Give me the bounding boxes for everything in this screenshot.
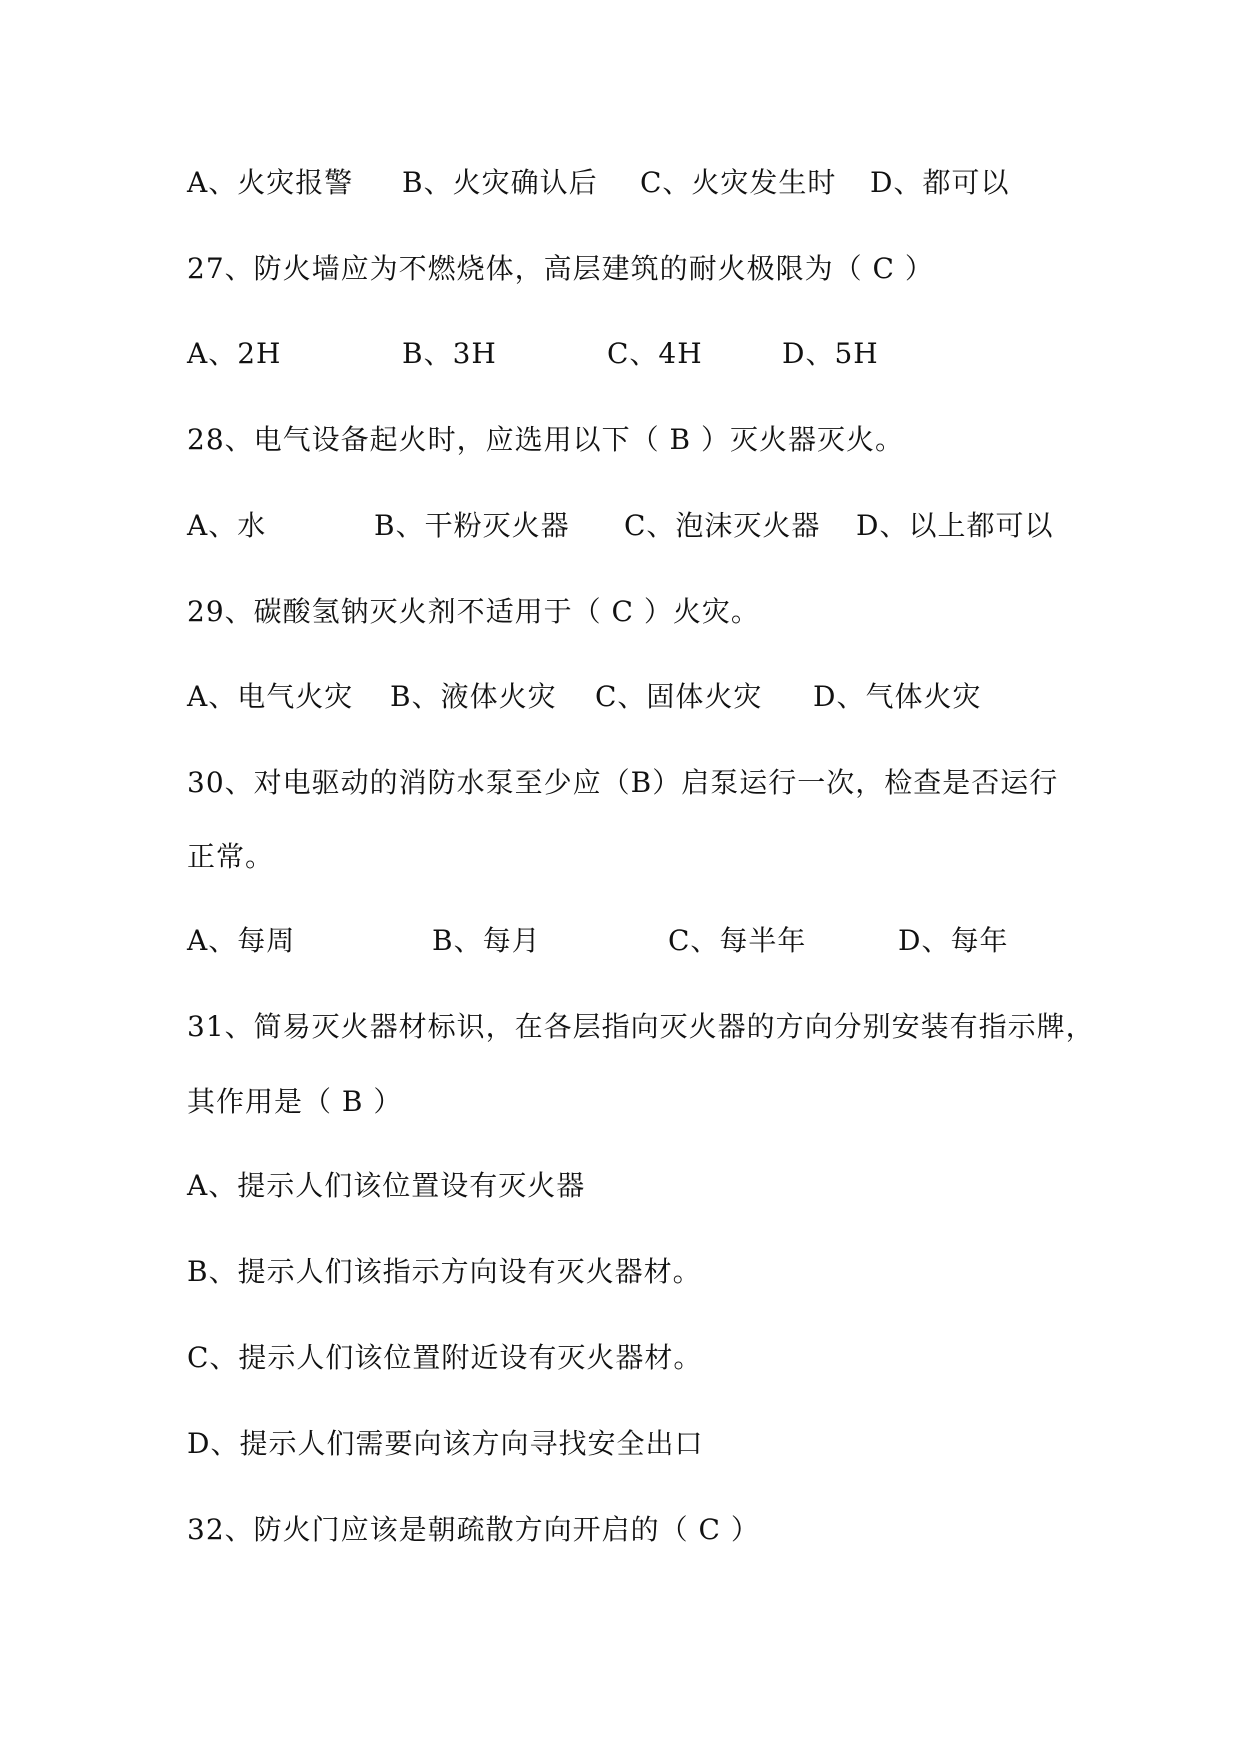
q30-option-b: B、每月	[432, 924, 541, 957]
q31-question-line2: 其作用是（ B ）	[187, 1085, 403, 1118]
q27-option-d: D、5H	[782, 337, 879, 370]
q30-option-d: D、每年	[898, 924, 1009, 957]
q32-question: 32、防火门应该是朝疏散方向开启的（ C ）	[187, 1513, 760, 1546]
q26-option-b: B、火灾确认后	[402, 166, 598, 199]
q29-option-c: C、固体火灾	[595, 680, 763, 713]
q27-question: 27、防火墙应为不燃烧体，高层建筑的耐火极限为（ C ）	[187, 252, 934, 285]
q31-option-c: C、提示人们该位置附近设有灭火器材。	[187, 1341, 703, 1374]
q30-question-line1: 30、对电驱动的消防水泵至少应（B）启泵运行一次，检查是否运行	[187, 766, 1059, 799]
q28-option-c: C、泡沫灭火器	[624, 509, 821, 542]
q26-option-c: C、火灾发生时	[640, 166, 837, 199]
q29-option-a: A、电气火灾	[187, 680, 354, 713]
q29-option-b: B、液体火灾	[390, 680, 557, 713]
q31-question-line1: 31、简易灭火器材标识，在各层指向灭火器的方向分别安装有指示牌，	[187, 1010, 1095, 1043]
q28-option-d: D、以上都可以	[856, 509, 1054, 542]
q30-question-line2: 正常。	[187, 840, 275, 873]
q30-option-a: A、每周	[187, 924, 296, 957]
q27-option-a: A、2H	[187, 337, 282, 370]
q29-option-d: D、气体火灾	[813, 680, 982, 713]
q28-option-a: A、水	[187, 509, 267, 542]
q30-option-c: C、每半年	[668, 924, 807, 957]
q26-option-d: D、都可以	[870, 166, 1010, 199]
q26-option-a: A、火灾报警	[187, 166, 354, 199]
q27-option-c: C、4H	[607, 337, 703, 370]
q31-option-d: D、提示人们需要向该方向寻找安全出口	[187, 1427, 704, 1460]
q29-question: 29、碳酸氢钠灭火剂不适用于（ C ）火灾。	[187, 595, 760, 628]
q28-option-b: B、干粉灭火器	[374, 509, 570, 542]
q28-question: 28、电气设备起火时，应选用以下（ B ）灭火器灭火。	[187, 423, 905, 456]
q31-option-b: B、提示人们该指示方向设有灭火器材。	[187, 1255, 702, 1288]
q31-option-a: A、提示人们该位置设有灭火器	[187, 1169, 586, 1202]
q27-option-b: B、3H	[402, 337, 497, 370]
